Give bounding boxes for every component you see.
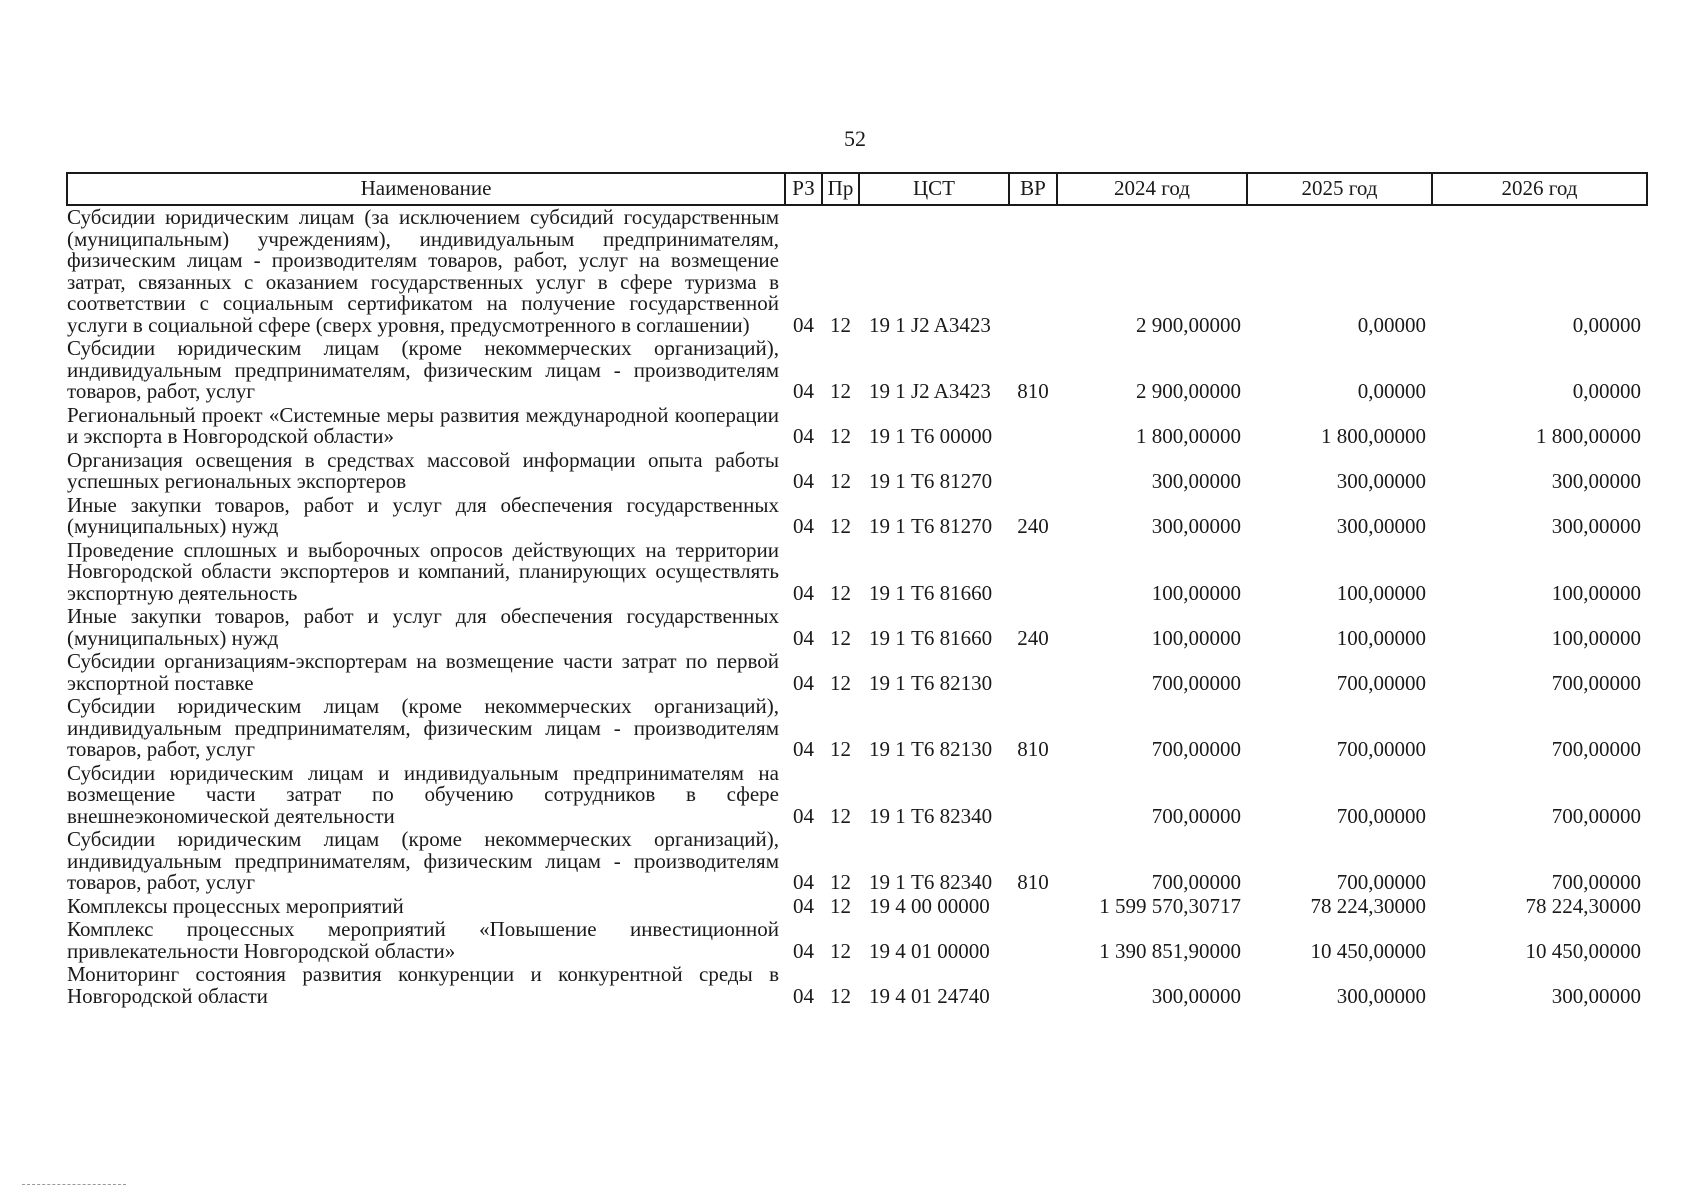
header-pr: Пр — [822, 173, 859, 205]
row-cst: 19 1 Т6 81270 — [869, 514, 993, 538]
row-2026: 100,00000 — [1551, 580, 1641, 605]
row-2024: 2 900,00000 — [1136, 379, 1241, 403]
table-row — [67, 695, 1647, 762]
row-rz: 04 — [793, 983, 814, 1008]
row-2026: 10 450,00000 — [1525, 938, 1641, 963]
row-rz: 04 — [793, 803, 814, 828]
row-cst: 19 1 Т6 82340 — [869, 870, 993, 894]
header-2024: 2024 год — [1057, 173, 1247, 205]
row-name: Иные закупки товаров, работ и услуг для обеспечения государственных (муниципальных) нужд — [67, 604, 779, 650]
row-cst: 19 1 Т6 82130 — [869, 737, 993, 761]
row-pr: 12 — [830, 737, 851, 761]
row-vr — [1009, 895, 1057, 919]
row-2026: 700,00000 — [1551, 803, 1641, 828]
row-2025: 700,00000 — [1336, 670, 1426, 695]
row-2026: 78 224,30000 — [1525, 893, 1641, 918]
page-number: 52 — [844, 126, 866, 151]
table-body — [67, 205, 1647, 1008]
row-pr: 12 — [830, 983, 851, 1008]
row-2025: 78 224,30000 — [1310, 893, 1426, 918]
row-cst: 19 4 01 00000 — [869, 938, 990, 963]
row-pr: 12 — [830, 580, 851, 605]
table-row — [67, 895, 1647, 919]
row-2024: 300,00000 — [1151, 983, 1241, 1008]
header-rz: РЗ — [785, 173, 822, 205]
row-2025: 100,00000 — [1336, 580, 1426, 605]
row-rz: 04 — [793, 424, 814, 448]
row-vr — [1009, 449, 1057, 494]
header-name: Наименование — [67, 173, 785, 205]
table-row — [67, 404, 1647, 449]
table-row — [67, 918, 1647, 963]
row-2025: 700,00000 — [1336, 870, 1426, 894]
row-pr: 12 — [830, 469, 851, 493]
row-name: Проведение сплошных и выборочных опросов действующих на территории Новгородской области экспортеров и компаний, планирующих осуществлять экспортную деятельность — [67, 537, 779, 605]
row-2026: 700,00000 — [1551, 737, 1641, 761]
row-cst: 19 1 Т6 00000 — [869, 424, 993, 448]
row-vr — [1009, 650, 1057, 695]
row-vr — [1009, 404, 1057, 449]
row-2024: 100,00000 — [1151, 625, 1241, 650]
row-2025: 300,00000 — [1336, 469, 1426, 493]
row-rz: 04 — [793, 580, 814, 605]
row-pr: 12 — [830, 625, 851, 650]
row-vr: 240 — [1017, 514, 1049, 538]
table-row — [67, 963, 1647, 1008]
row-2026: 0,00000 — [1572, 379, 1641, 403]
table-row — [67, 650, 1647, 695]
row-2026: 300,00000 — [1551, 983, 1641, 1008]
row-vr: 810 — [1017, 379, 1049, 403]
table-row — [67, 205, 1647, 337]
row-2026: 700,00000 — [1551, 670, 1641, 695]
row-2024: 100,00000 — [1151, 580, 1241, 605]
row-vr — [1009, 205, 1057, 337]
row-rz: 04 — [793, 379, 814, 403]
row-rz: 04 — [793, 870, 814, 894]
row-2024: 300,00000 — [1151, 469, 1241, 493]
row-name: Мониторинг состояния развития конкуренции и конкурентной среды в Новгородской области — [67, 962, 779, 1008]
row-cst: 19 1 Т6 81270 — [869, 469, 993, 493]
row-pr: 12 — [830, 514, 851, 538]
row-pr: 12 — [830, 312, 851, 337]
row-2025: 100,00000 — [1336, 625, 1426, 650]
row-vr: 810 — [1017, 737, 1049, 761]
row-2024: 1 599 570,30717 — [1099, 893, 1241, 918]
row-name: Субсидии юридическим лицам (кроме некоммерческих организаций), индивидуальным предпринимателям, физическим лицам - производителям товаров, работ, услуг — [67, 336, 779, 403]
row-name: Организация освещения в средствах массовой информации опыта работы успешных региональных экспортеров — [67, 447, 779, 493]
header-2025: 2025 год — [1247, 173, 1432, 205]
row-2025: 10 450,00000 — [1310, 938, 1426, 963]
table-header-row — [67, 173, 1647, 205]
table-row — [67, 762, 1647, 829]
row-2025: 700,00000 — [1336, 737, 1426, 761]
row-2026: 300,00000 — [1551, 469, 1641, 493]
row-2024: 300,00000 — [1151, 514, 1241, 538]
table-row — [67, 449, 1647, 494]
row-cst: 19 1 Т6 82340 — [869, 803, 993, 828]
row-rz: 04 — [793, 514, 814, 538]
row-2024: 700,00000 — [1151, 803, 1241, 828]
row-name: Региональный проект «Системные меры развития международной кооперации и экспорта в Новгородской области» — [67, 402, 779, 448]
row-name: Комплексы процессных мероприятий — [67, 893, 404, 918]
row-vr — [1009, 539, 1057, 606]
row-2026: 700,00000 — [1551, 870, 1641, 894]
row-pr: 12 — [830, 670, 851, 695]
row-cst: 19 4 01 24740 — [869, 983, 990, 1008]
row-cst: 19 4 00 00000 — [869, 893, 990, 918]
row-name: Субсидии юридическим лицам (за исключением субсидий государственным (муниципальным) учреждениям), индивидуальным предпринимателям, физическим лицам - производителям товаров, работ, услуг на возмещение затрат, связанных с оказанием государственных услуг в сфере туризма в соответствии с социальным сертификатом на получение государственной услуги в социальной сфере (сверх уровня, предусмотренного в соглашении) — [67, 205, 779, 337]
row-2024: 1 390 851,90000 — [1099, 938, 1241, 963]
row-rz: 04 — [793, 893, 814, 918]
budget-table — [66, 172, 1648, 1008]
row-2025: 700,00000 — [1336, 803, 1426, 828]
header-2026: 2026 год — [1432, 173, 1647, 205]
row-name: Комплекс процессных мероприятий «Повышение инвестиционной привлекательности Новгородской области» — [67, 917, 779, 963]
table-row — [67, 494, 1647, 539]
row-pr: 12 — [830, 870, 851, 894]
row-rz: 04 — [793, 670, 814, 695]
row-vr — [1009, 762, 1057, 829]
row-2024: 700,00000 — [1151, 670, 1241, 695]
row-2025: 300,00000 — [1336, 983, 1426, 1008]
row-2024: 700,00000 — [1151, 737, 1241, 761]
row-vr: 810 — [1017, 870, 1049, 894]
row-rz: 04 — [793, 737, 814, 761]
row-pr: 12 — [830, 424, 851, 448]
row-cst: 19 1 Т6 81660 — [869, 580, 993, 605]
row-2026: 0,00000 — [1572, 312, 1641, 337]
row-rz: 04 — [793, 625, 814, 650]
row-2026: 1 800,00000 — [1536, 424, 1641, 448]
row-pr: 12 — [830, 938, 851, 963]
row-pr: 12 — [830, 803, 851, 828]
row-name: Субсидии юридическим лицам (кроме некоммерческих организаций), индивидуальным предпринимателям, физическим лицам - производителям товаров, работ, услуг — [67, 694, 779, 761]
row-vr — [1009, 963, 1057, 1008]
row-2026: 300,00000 — [1551, 514, 1641, 538]
table-row — [67, 605, 1647, 650]
row-2025: 1 800,00000 — [1321, 424, 1426, 448]
row-2026: 100,00000 — [1551, 625, 1641, 650]
row-name: Субсидии юридическим лицам (кроме некоммерческих организаций), индивидуальным предпринимателям, физическим лицам - производителям товаров, работ, услуг — [67, 827, 779, 894]
row-rz: 04 — [793, 469, 814, 493]
scan-edge-mark — [22, 1184, 126, 1185]
row-2025: 0,00000 — [1357, 379, 1426, 403]
row-name: Субсидии организациям-экспортерам на возмещение части затрат по первой экспортной поставке — [67, 649, 779, 695]
row-2024: 700,00000 — [1151, 870, 1241, 894]
table-row — [67, 539, 1647, 606]
row-pr: 12 — [830, 893, 851, 918]
table-row — [67, 828, 1647, 895]
row-cst: 19 1 Т6 81660 — [869, 625, 993, 650]
row-cst: 19 1 J2 A3423 — [869, 379, 991, 403]
table-row — [67, 337, 1647, 404]
row-name: Иные закупки товаров, работ и услуг для обеспечения государственных (муниципальных) нужд — [67, 492, 779, 538]
row-rz: 04 — [793, 938, 814, 963]
header-cst: ЦСТ — [859, 173, 1009, 205]
row-vr — [1009, 918, 1057, 963]
row-2025: 0,00000 — [1357, 312, 1426, 337]
row-name: Субсидии юридическим лицам и индивидуальным предпринимателям на возмещение части затрат по обучению сотрудников в сфере внешнеэкономической деятельности — [67, 760, 779, 828]
row-rz: 04 — [793, 312, 814, 337]
row-vr: 240 — [1017, 625, 1049, 650]
row-pr: 12 — [830, 379, 851, 403]
row-2024: 1 800,00000 — [1136, 424, 1241, 448]
row-cst: 19 1 J2 A3423 — [869, 312, 991, 337]
row-2025: 300,00000 — [1336, 514, 1426, 538]
row-2024: 2 900,00000 — [1136, 312, 1241, 337]
header-vr: ВР — [1009, 173, 1057, 205]
row-cst: 19 1 Т6 82130 — [869, 670, 993, 695]
